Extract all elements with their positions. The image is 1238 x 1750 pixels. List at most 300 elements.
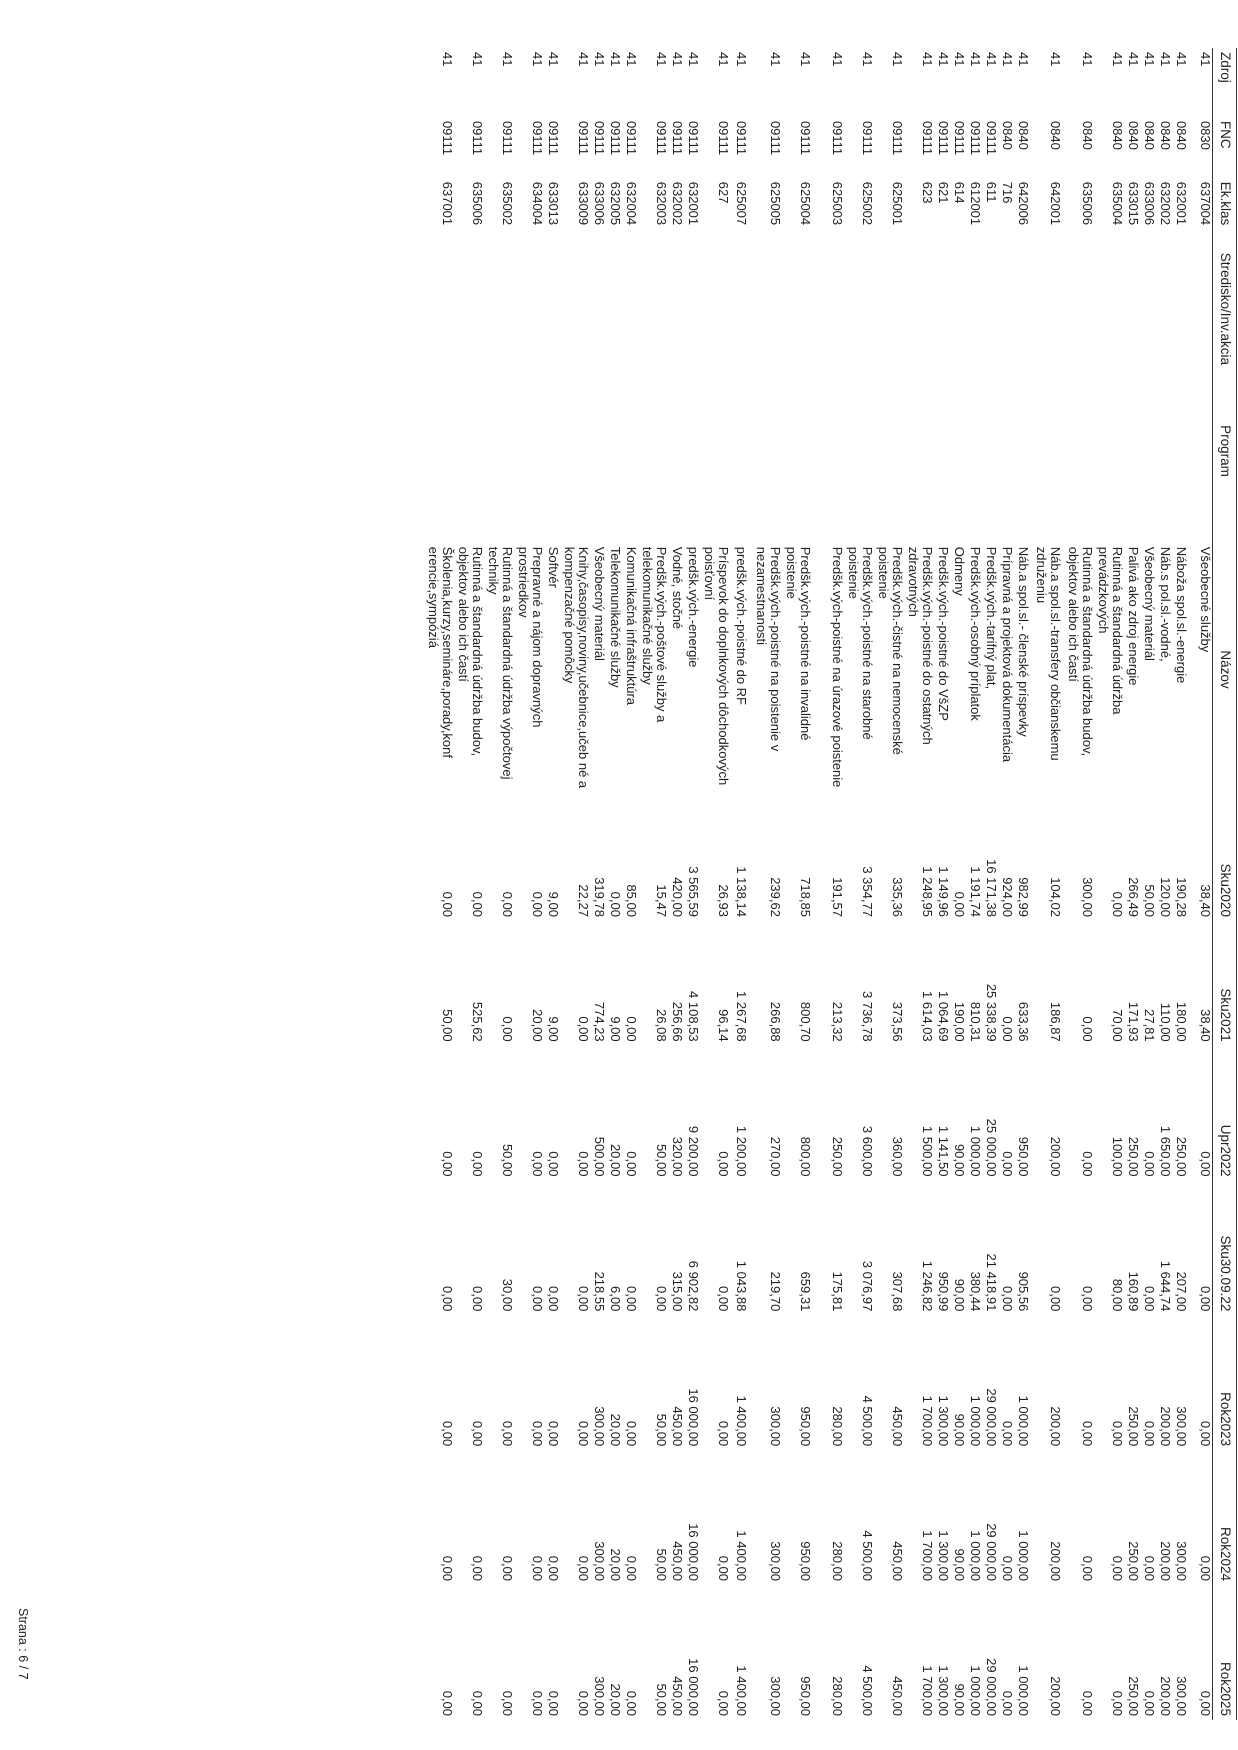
cell-rok2024: 200,00 [1048,1541,1064,1582]
cell-zdroj: 41 [1126,52,1142,67]
cell-rok2025: 300,00 [1174,1676,1190,1716]
cell-sku2021: 0,00 [1080,1016,1096,1042]
cell-nazov: Telekomunikačné služby [608,546,624,688]
cell-rok2023: 0,00 [546,1420,562,1447]
cell-zdroj: 41 [1048,52,1064,67]
cell-program [515,421,545,543]
cell-ek-klas: 632002 [670,181,686,226]
cell-rok2025: 50,00 [654,1683,670,1716]
cell-program [591,421,607,543]
cell-zdroj: 41 [546,52,562,67]
cell-rok2023: 0,00 [1080,1420,1096,1447]
cell-sku3009: 0,00 [1048,1286,1064,1312]
cell-program [561,421,591,543]
table-row [1015,48,1031,1720]
cell-nazov: Náb.a spol.sl.-transfery občianskemu združeniu [1033,546,1064,761]
cell-sku2020: 239,62 [768,877,784,917]
cell-sku2020: 420,00 [670,877,686,917]
cell-sku3009: 0,00 [624,1286,640,1312]
cell-ek-klas: 625007 [734,181,750,226]
table-row [783,48,813,1720]
cell-stredisko [813,249,845,421]
table-row [623,48,639,1720]
cell-nazov: Predšk.vých.-poistné na starobné poistenie [845,546,876,740]
cell-sku2021: 1 267,68 [734,991,750,1042]
cell-fnc: 09111 [890,120,906,156]
cell-upr2022: 0,00 [530,1151,546,1177]
cell-stredisko [951,249,967,421]
cell-nazov: Rutinná a štandardná údržba prevádzkových [1095,546,1126,715]
cell-fnc: 09111 [920,120,936,156]
cell-sku3009: 175,81 [830,1271,846,1312]
cell-rok2024: 29 000,00 [984,1523,1000,1582]
cell-ek-klas: 612001 [968,181,984,226]
cell-upr2022: 90,00 [952,1143,968,1177]
col-header-sku2021: Sku2021 [1213,921,1237,1046]
cell-stredisko [639,249,669,421]
cell-nazov: Školenia,kurzy,semináre,porady,konf erencie,sympóziá [425,546,456,758]
cell-zdroj: 41 [440,52,456,67]
cell-stredisko [545,249,561,421]
cell-rok2025: 20,00 [608,1683,624,1716]
cell-rok2023: 450,00 [890,1406,906,1447]
cell-nazov: Všeobecný materiál [592,546,608,661]
cell-rok2025: 90,00 [952,1683,968,1716]
budget-table [425,48,1238,1720]
cell-zdroj: 41 [830,52,846,67]
cell-sku3009: 905,56 [1016,1271,1032,1312]
cell-zdroj: 41 [530,52,546,67]
cell-fnc: 0840 [1048,120,1064,150]
cell-sku3009: 90,00 [952,1278,968,1312]
cell-sku3009: 0,00 [716,1286,732,1312]
cell-sku3009: 380,44 [968,1271,984,1312]
cell-fnc: 09111 [798,120,814,156]
cell-ek-klas: 637001 [440,181,456,226]
cell-ek-klas: 635004 [1110,181,1126,226]
cell-rok2023: 4 500,00 [860,1395,876,1447]
cell-rok2025: 0,00 [500,1690,516,1716]
cell-rok2025: 0,00 [576,1690,592,1716]
cell-ek-klas: 614 [952,181,968,204]
cell-program [1015,421,1031,543]
cell-ek-klas: 625001 [890,181,906,226]
cell-sku2021: 4 108,53 [686,991,702,1042]
cell-sku3009: 21 418,91 [984,1253,1000,1312]
cell-nazov: Predšk.vých.-čistné na nemocenské poistenie [875,546,906,755]
cell-rok2025: 1 000,00 [1016,1665,1032,1716]
cell-zdroj: 41 [1158,52,1174,67]
cell-sku3009: 80,00 [1110,1278,1126,1312]
cell-rok2024: 950,00 [798,1541,814,1582]
cell-fnc: 09111 [670,120,686,156]
cell-sku2021: 9,00 [608,1016,624,1042]
col-header-sku2020: Sku2020 [1213,796,1237,921]
cell-stredisko [669,249,685,421]
cell-rok2023: 0,00 [1110,1420,1126,1447]
cell-stredisko [905,249,935,421]
cell-ek-klas: 632004 [624,181,640,226]
cell-sku2020: 266,49 [1126,877,1142,917]
cell-zdroj: 41 [798,52,814,67]
cell-fnc: 0830 [1198,120,1213,150]
table-row [1125,48,1141,1720]
cell-zdroj: 41 [1016,52,1032,67]
cell-rok2024: 0,00 [716,1555,732,1582]
table-row [1031,48,1063,1720]
cell-ek-klas: 632005 [608,181,624,226]
cell-ek-klas: 623 [920,181,936,204]
cell-rok2023: 0,00 [530,1420,546,1447]
cell-rok2025: 1 000,00 [968,1665,984,1716]
cell-rok2023: 20,00 [608,1413,624,1447]
cell-upr2022: 360,00 [890,1136,906,1177]
cell-program [1031,421,1063,543]
cell-stredisko [935,249,951,421]
cell-program [425,421,455,543]
cell-stredisko [425,249,455,421]
cell-rok2024: 0,00 [1198,1555,1213,1582]
cell-sku2021: 27,81 [1142,1009,1158,1042]
cell-rok2023: 1 700,00 [920,1395,936,1447]
cell-rok2024: 0,00 [624,1555,640,1582]
cell-rok2023: 450,00 [670,1406,686,1447]
cell-sku2021: 0,00 [500,1016,516,1042]
cell-rok2024: 1 400,00 [734,1530,750,1582]
cell-rok2023: 90,00 [952,1413,968,1447]
cell-program [731,421,749,543]
cell-upr2022: 0,00 [716,1151,732,1177]
cell-rok2024: 300,00 [592,1541,608,1582]
cell-zdroj: 41 [984,52,1000,67]
cell-upr2022: 50,00 [654,1143,670,1177]
cell-rok2023: 1 300,00 [936,1395,952,1447]
cell-program [545,421,561,543]
cell-zdroj: 41 [592,52,608,67]
cell-sku3009: 1 246,82 [920,1260,936,1312]
cell-nazov: Prepravné a nájom dopravných prostriedkov [515,546,546,728]
cell-rok2024: 0,00 [440,1555,456,1582]
cell-rok2024: 450,00 [670,1541,686,1582]
cell-nazov: Náb.s pol.sl.-vodné, [1158,546,1174,662]
cell-rok2025: 950,00 [798,1676,814,1716]
cell-sku2021: 373,56 [890,1001,906,1042]
cell-ek-klas: 632001 [686,181,702,226]
col-header-zdroj: Zdroj [1213,48,1237,117]
cell-rok2023: 0,00 [1142,1420,1158,1447]
cell-sku2020: 319,78 [592,877,608,917]
cell-sku3009: 0,00 [546,1286,562,1312]
cell-program [1141,421,1157,543]
cell-fnc: 09111 [624,120,640,156]
cell-rok2023: 200,00 [1048,1406,1064,1447]
cell-sku2020: 1 138,14 [734,866,750,917]
cell-program [935,421,951,543]
cell-sku2020: 104,02 [1048,877,1064,917]
cell-ek-klas: 635002 [500,181,516,226]
cell-rok2024: 1 700,00 [920,1530,936,1582]
cell-sku3009: 0,00 [1080,1286,1096,1312]
cell-sku3009: 0,00 [530,1286,546,1312]
cell-stredisko [607,249,623,421]
cell-stredisko [1063,249,1095,421]
cell-rok2023: 300,00 [592,1406,608,1447]
cell-sku3009: 659,31 [798,1271,814,1312]
cell-zdroj: 41 [920,52,936,67]
table-row [425,48,455,1720]
col-header-upr2022: Upr2022 [1213,1046,1237,1181]
cell-sku3009: 160,89 [1126,1271,1142,1312]
cell-program [983,421,999,543]
cell-sku3009: 219,70 [768,1271,784,1312]
col-header-rok2023: Rok2023 [1213,1315,1237,1450]
cell-sku2021: 186,87 [1048,1001,1064,1042]
cell-nazov: Všeobecný materiál [1142,546,1158,661]
cell-stredisko [1125,249,1141,421]
cell-sku3009: 3 076,97 [860,1260,876,1312]
cell-rok2023: 0,00 [500,1420,516,1447]
cell-sku2020: 0,00 [608,891,624,917]
cell-fnc: 09111 [984,120,1000,156]
cell-sku2021: 50,00 [440,1009,456,1042]
cell-rok2024: 450,00 [890,1541,906,1582]
cell-rok2024: 0,00 [1110,1555,1126,1582]
table-row [701,48,731,1720]
cell-sku3009: 0,00 [654,1286,670,1312]
cell-rok2023: 300,00 [1174,1406,1190,1447]
cell-nazov: Predšk.vých.-poštové služby a telekomunikačné služby [639,546,670,723]
table-row [607,48,623,1720]
cell-stredisko [967,249,983,421]
cell-program [639,421,669,543]
table-row [639,48,669,1720]
cell-zdroj: 41 [500,52,516,67]
cell-rok2025: 0,00 [624,1690,640,1716]
cell-ek-klas: 633015 [1126,181,1142,226]
header-row [1213,48,1237,1720]
cell-fnc: 09111 [440,120,456,156]
cell-upr2022: 0,00 [546,1151,562,1177]
cell-sku2021: 774,23 [592,1001,608,1042]
cell-sku2021: 266,88 [768,1001,784,1042]
table-row [1063,48,1095,1720]
cell-upr2022: 1 141,50 [936,1125,952,1177]
table-row [515,48,545,1720]
table-row [1095,48,1125,1720]
cell-program [813,421,845,543]
cell-rok2025: 0,00 [1142,1690,1158,1716]
cell-fnc: 0840 [1174,120,1190,150]
cell-sku2021: 180,00 [1174,1001,1190,1042]
cell-sku2021: 0,00 [576,1016,592,1042]
col-header-sku3009: Sku30.09.22 [1213,1181,1237,1316]
cell-rok2025: 0,00 [1110,1690,1126,1716]
cell-sku2020: 335,36 [890,877,906,917]
cell-zdroj: 41 [768,52,784,67]
cell-sku3009: 1 644,74 [1158,1260,1174,1312]
cell-rok2023: 29 000,00 [984,1388,1000,1447]
cell-sku2020: 85,00 [624,884,640,917]
cell-nazov: Predšk.vých-poistné na úrazové poistenie [830,546,846,788]
cell-sku2020: 120,00 [1158,877,1174,917]
cell-ek-klas: 632002 [1158,181,1174,226]
col-header-rok2025: Rok2025 [1213,1585,1237,1720]
cell-nazov: Rutinná a štandardná údržba budov, objektov alebo ich častí [455,546,486,757]
cell-rok2024: 16 000,00 [686,1523,702,1582]
cell-stredisko [515,249,545,421]
cell-sku2021: 110,00 [1158,1002,1174,1042]
cell-stredisko [1015,249,1031,421]
cell-ek-klas: 625005 [768,181,784,226]
cell-upr2022: 0,00 [1142,1151,1158,1177]
cell-sku3009: 0,00 [1142,1286,1158,1312]
cell-rok2024: 90,00 [952,1548,968,1582]
cell-ek-klas: 637004 [1198,181,1213,226]
cell-stredisko [783,249,813,421]
cell-stredisko [731,249,749,421]
cell-sku2020: 0,00 [470,891,486,917]
cell-sku2021: 9,00 [546,1016,562,1042]
cell-fnc: 09111 [860,120,876,156]
cell-fnc: 09111 [530,120,546,156]
cell-rok2025: 0,00 [546,1690,562,1716]
cell-rok2025: 0,00 [470,1690,486,1716]
cell-fnc: 09111 [470,120,486,156]
cell-fnc: 0840 [1016,120,1032,150]
cell-zdroj: 41 [1110,52,1126,67]
cell-zdroj: 41 [670,52,686,67]
table-row [845,48,875,1720]
cell-fnc: 09111 [500,120,516,156]
cell-rok2023: 0,00 [1198,1420,1213,1447]
cell-upr2022: 250,00 [1174,1136,1190,1177]
cell-stredisko [455,249,485,421]
cell-rok2024: 0,00 [1142,1555,1158,1582]
cell-fnc: 0840 [1142,120,1158,150]
cell-upr2022: 0,00 [1080,1151,1096,1177]
cell-upr2022: 270,00 [768,1136,784,1177]
cell-program [905,421,935,543]
cell-ek-klas: 716 [1000,181,1016,204]
table-row [1173,48,1189,1720]
table-row [967,48,983,1720]
table-row [875,48,905,1720]
cell-zdroj: 41 [936,52,952,67]
col-header-stredisko: Stredisko/Inv.akcia [1213,249,1237,421]
cell-fnc: 09111 [716,120,732,156]
cell-upr2022: 0,00 [1198,1151,1213,1177]
cell-upr2022: 3 600,00 [860,1125,876,1177]
cell-sku2021: 20,00 [530,1009,546,1042]
cell-ek-klas: 621 [936,181,952,204]
cell-fnc: 09111 [734,120,750,156]
cell-upr2022: 1 200,00 [734,1125,750,1177]
cell-sku2021: 171,93 [1126,1001,1142,1042]
cell-sku2020: 0,00 [1110,891,1126,917]
cell-sku2021: 1 064,69 [936,991,952,1042]
cell-ek-klas: 642001 [1048,181,1064,226]
cell-nazov: Všeobecné služby [1198,546,1213,653]
cell-upr2022: 200,00 [1048,1136,1064,1177]
cell-sku2020: 38,40 [1198,884,1213,917]
cell-stredisko [875,249,905,421]
cell-program [1125,421,1141,543]
cell-zdroj: 41 [624,52,640,67]
cell-sku2020: 0,00 [530,891,546,917]
cell-sku3009: 30,00 [500,1278,516,1312]
cell-rok2023: 0,00 [576,1420,592,1447]
cell-sku2021: 1 614,03 [920,991,936,1042]
cell-program [999,421,1015,543]
cell-rok2025: 0,00 [1000,1690,1016,1716]
cell-sku2020: 26,93 [716,884,732,917]
cell-zdroj: 41 [890,52,906,67]
cell-nazov: Predšk.vých.-osobný príplatok [968,546,984,721]
cell-fnc: 09111 [576,120,592,156]
cell-fnc: 0840 [1158,120,1174,150]
cell-rok2025: 300,00 [592,1676,608,1716]
cell-rok2024: 280,00 [830,1541,846,1582]
cell-ek-klas: 632003 [654,181,670,226]
cell-sku2020: 9,00 [546,891,562,917]
cell-fnc: 0840 [1080,120,1096,150]
cell-stredisko [1095,249,1125,421]
cell-rok2024: 4 500,00 [860,1530,876,1582]
cell-sku2020: 3 354,77 [860,866,876,917]
cell-program [967,421,983,543]
cell-program [607,421,623,543]
table-row [999,48,1015,1720]
cell-sku2020: 3 565,59 [686,866,702,917]
cell-rok2024: 300,00 [768,1541,784,1582]
cell-fnc: 09111 [546,120,562,156]
cell-sku3009: 307,68 [890,1271,906,1312]
cell-nazov: predšk.vých.-energie [686,546,702,668]
cell-stredisko [1031,249,1063,421]
cell-sku2021: 96,14 [716,1009,732,1042]
cell-fnc: 09111 [654,120,670,156]
cell-rok2024: 0,00 [500,1555,516,1582]
table-row [905,48,935,1720]
cell-sku2021: 525,62 [470,1001,486,1042]
cell-stredisko [485,249,515,421]
cell-upr2022: 950,00 [1016,1136,1032,1177]
cell-sku2020: 22,27 [576,884,592,917]
cell-ek-klas: 635006 [1080,181,1096,226]
cell-program [1189,421,1213,543]
cell-ek-klas: 627 [716,181,732,204]
cell-zdroj: 41 [576,52,592,67]
col-header-fnc: FNC [1213,117,1237,178]
table-row [813,48,845,1720]
cell-rok2024: 1 300,00 [936,1530,952,1582]
cell-ek-klas: 633006 [1142,181,1158,226]
cell-stredisko [983,249,999,421]
cell-rok2024: 300,00 [1174,1541,1190,1582]
table-row [1189,48,1213,1720]
cell-program [749,421,783,543]
cell-ek-klas: 625004 [798,181,814,226]
cell-zdroj: 41 [470,52,486,67]
cell-upr2022: 1 650,00 [1158,1125,1174,1177]
cell-stredisko [845,249,875,421]
cell-rok2023: 50,00 [654,1413,670,1447]
cell-rok2023: 0,00 [624,1420,640,1447]
table-row [983,48,999,1720]
cell-rok2025: 16 000,00 [686,1658,702,1716]
cell-stredisko [1189,249,1213,421]
cell-sku2020: 1 149,96 [936,866,952,917]
